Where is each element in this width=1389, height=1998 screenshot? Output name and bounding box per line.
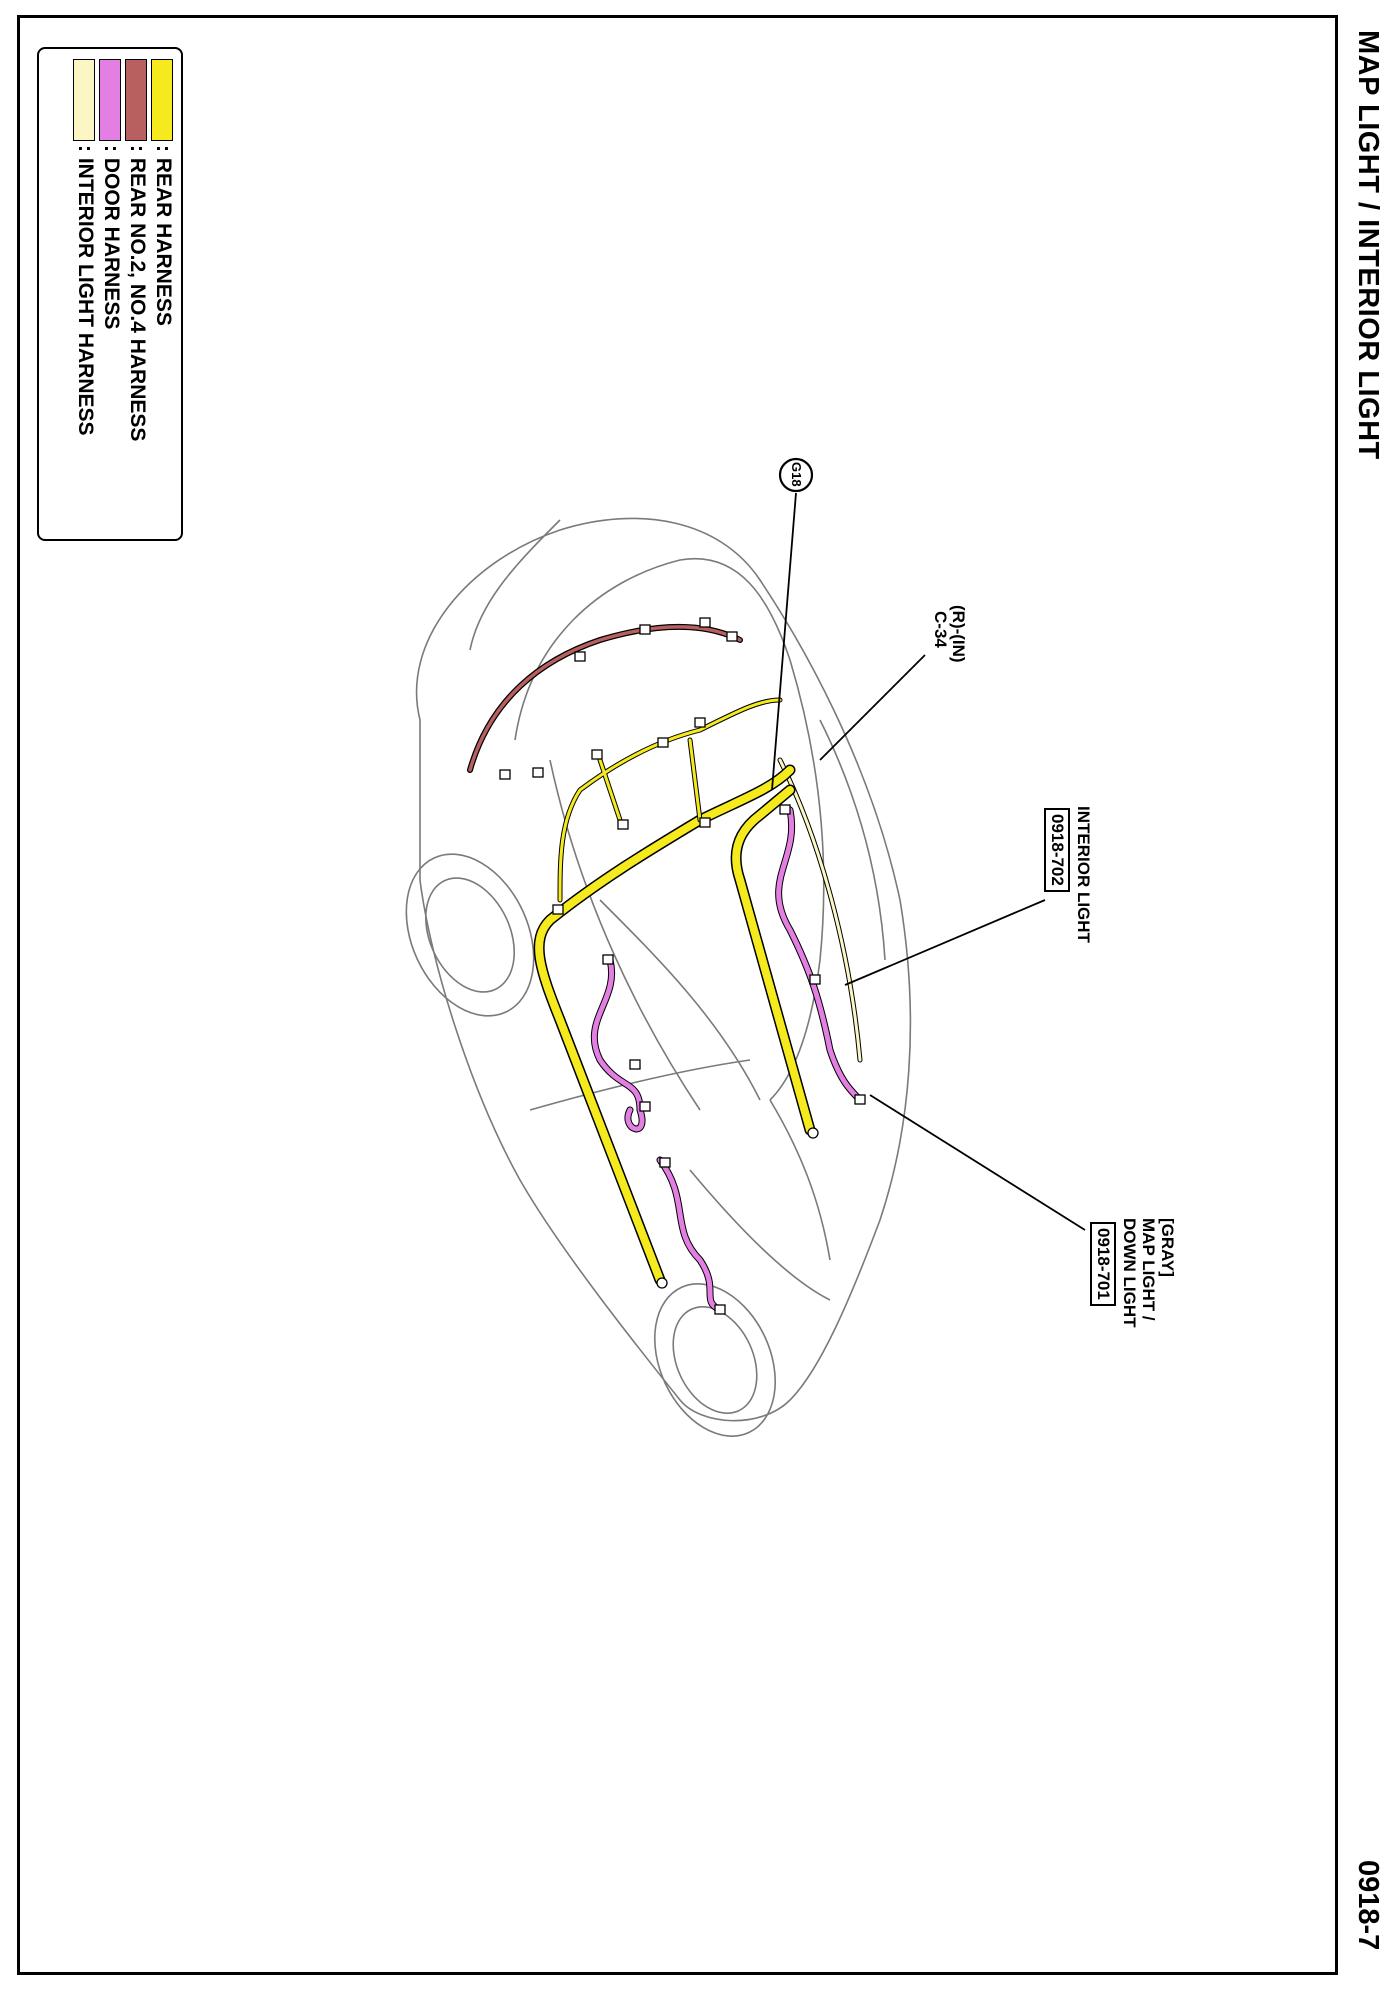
legend-label-rear-no2-no4-harness: : REAR NO.2, NO.4 HARNESS	[126, 145, 149, 442]
map-light-label: MAP LIGHT /	[1139, 1218, 1158, 1321]
interior-light-label: INTERIOR LIGHT	[1074, 806, 1093, 943]
wheel-outlines	[382, 833, 799, 1455]
interior-light-leader	[845, 900, 1045, 985]
interior-light-code-box	[1044, 808, 1070, 892]
legend-label-rear-harness: : REAR HARNESS	[152, 145, 175, 326]
c34-leader	[820, 655, 925, 760]
connector-c34-label: C-34	[931, 611, 950, 648]
connector-c34-pin-label: (R)-(IN)	[949, 605, 968, 663]
front-wheel	[382, 833, 559, 1036]
map-light-leader	[870, 1095, 1085, 1230]
ground-g18-label: G18	[789, 462, 804, 487]
page-title: MAP LIGHT / INTERIOR LIGHT	[1352, 30, 1384, 460]
rear-harness-route-main	[539, 770, 790, 1280]
legend-label-interior-light-harness: : INTERIOR LIGHT HARNESS	[74, 145, 97, 436]
door-harness-route-front	[594, 960, 642, 1129]
map-light-code-box	[1090, 1222, 1116, 1306]
legend-label-door-harness: : DOOR HARNESS	[100, 145, 123, 330]
harness-routes	[470, 627, 860, 1310]
interior-light-code: 0918-702	[1044, 808, 1070, 892]
map-light-code: 0918-701	[1090, 1222, 1116, 1306]
g18-leader	[772, 493, 796, 790]
map-light-color-label: [GRAY]	[1158, 1218, 1177, 1277]
page-number: 0918-7	[1352, 1860, 1384, 1951]
down-light-label: DOWN LIGHT	[1120, 1218, 1139, 1328]
rear-wheel	[631, 1264, 798, 1455]
